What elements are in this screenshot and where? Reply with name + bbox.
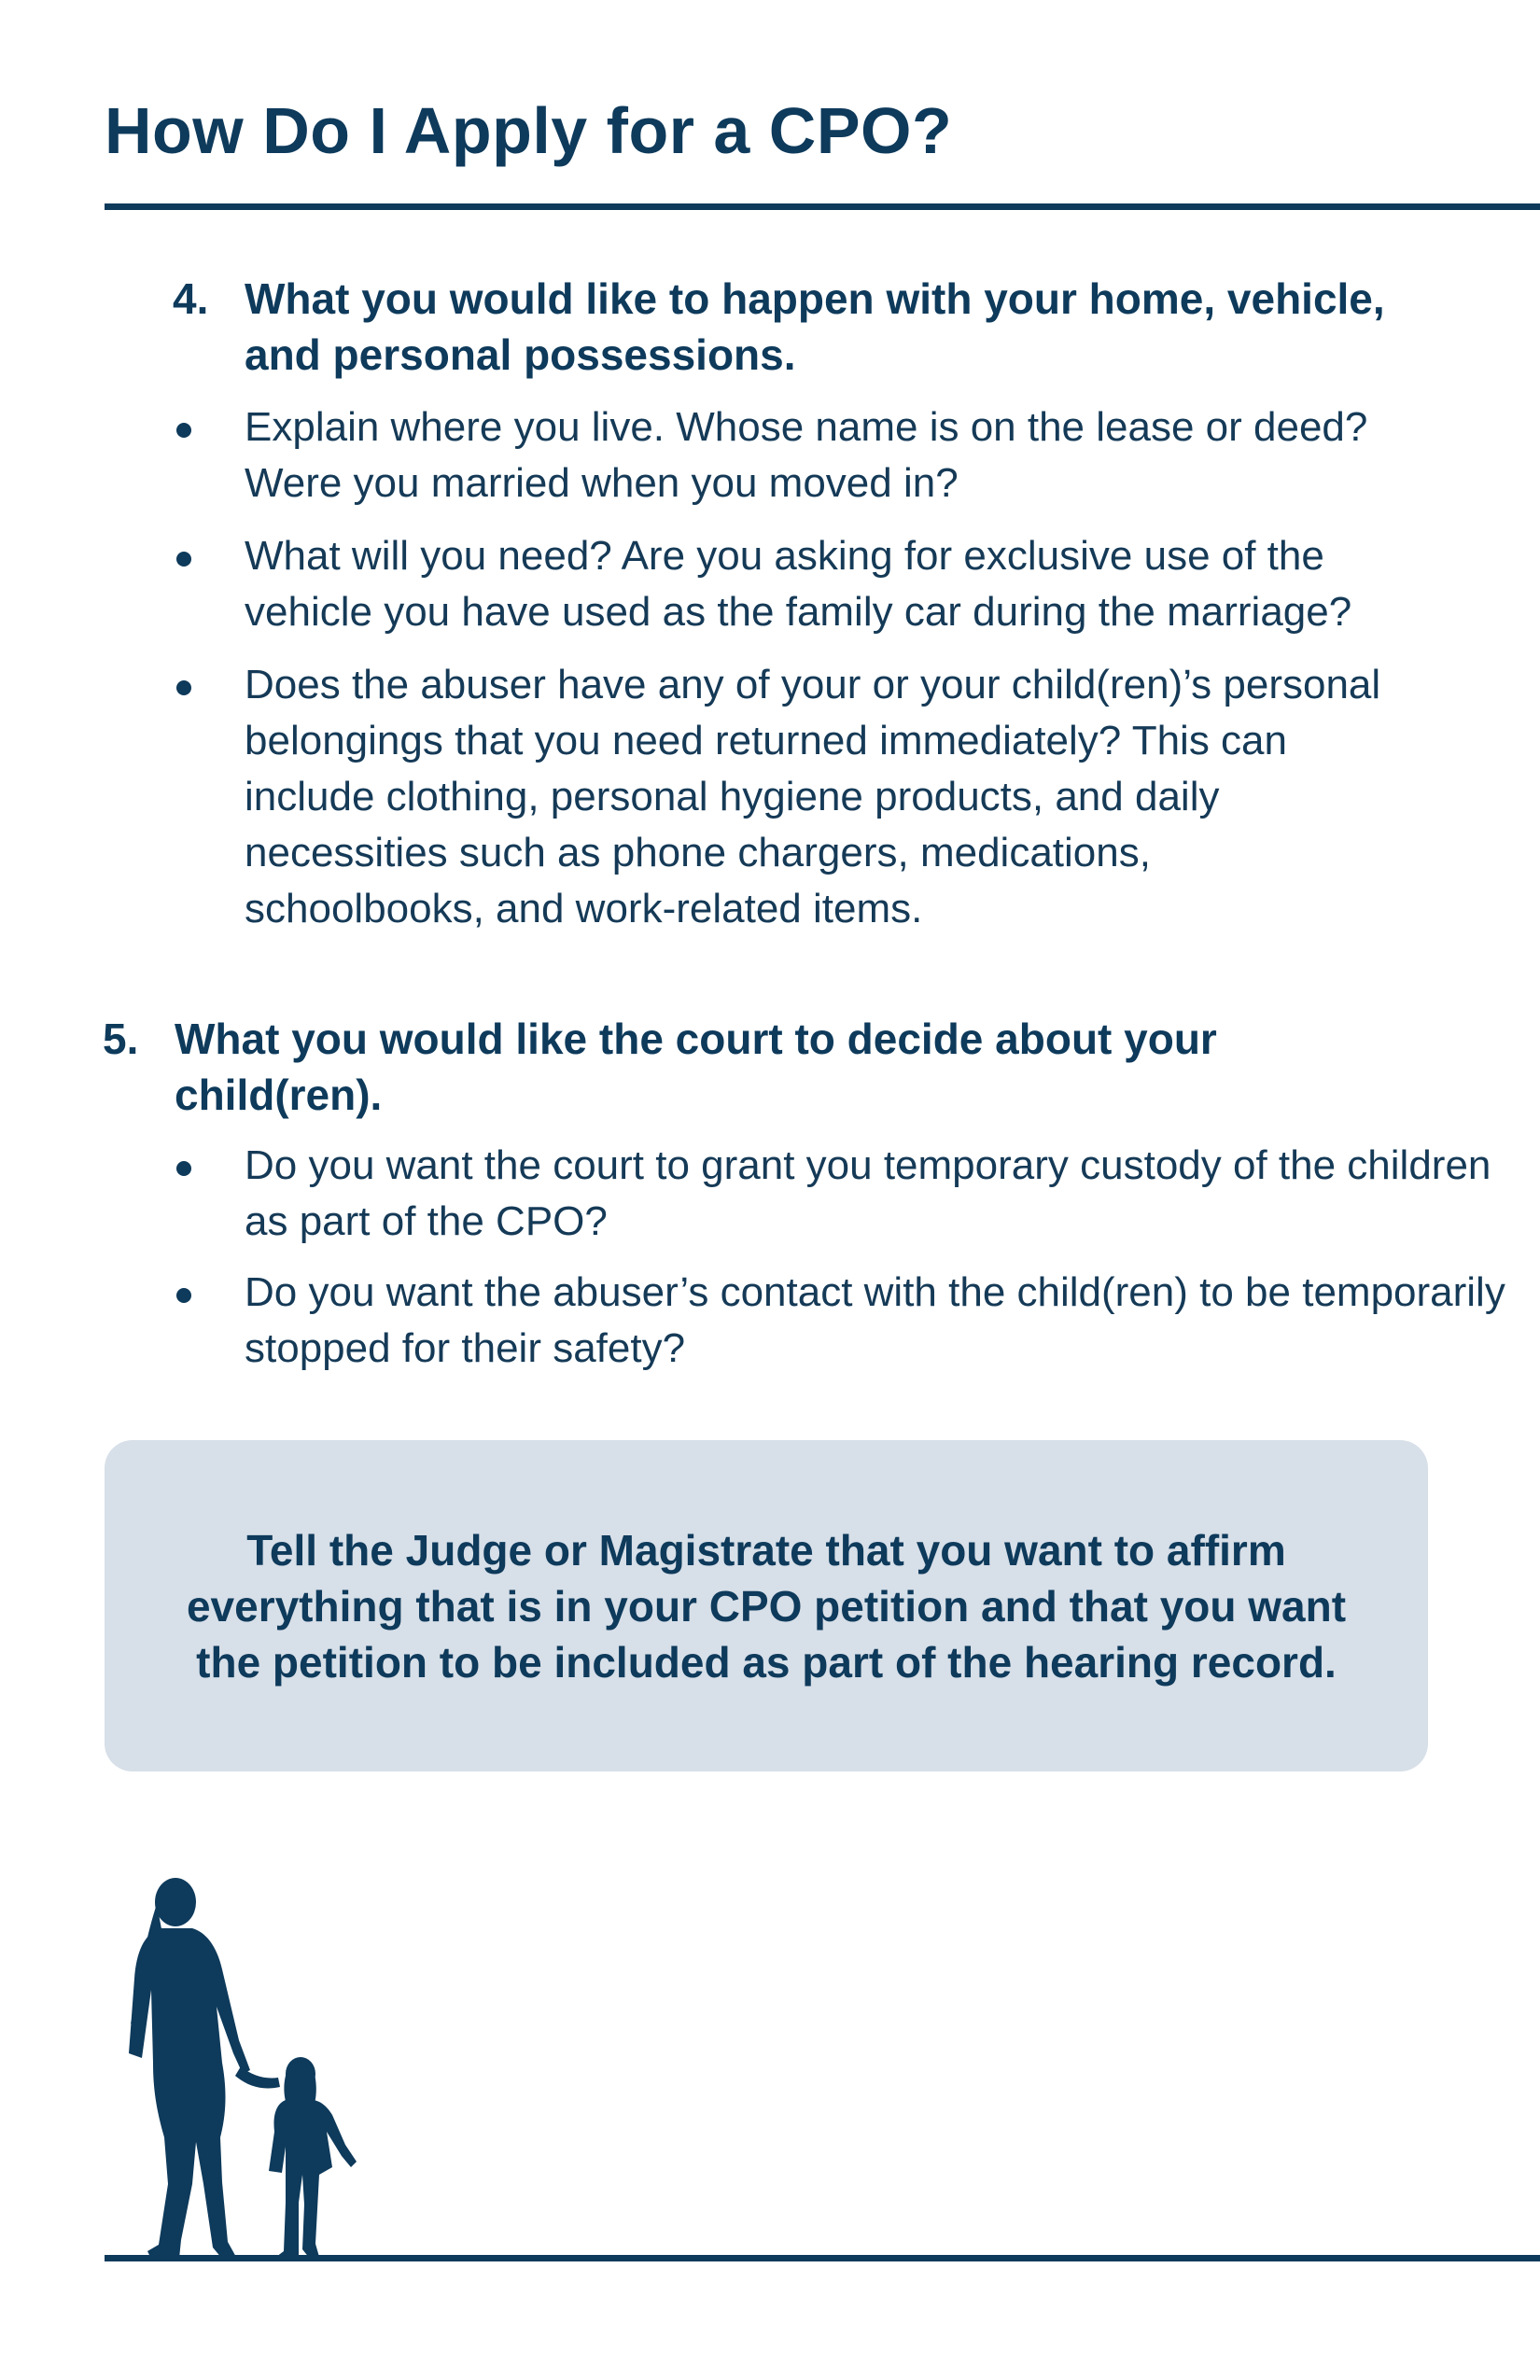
- list-item: [173, 528, 1386, 640]
- section-item-4: [173, 271, 1386, 937]
- mother-child-silhouette-icon: [103, 1867, 364, 2259]
- item-5-heading: [103, 1011, 1391, 1123]
- section-item-5: [103, 1011, 1505, 1377]
- item-4-heading: [173, 271, 1386, 383]
- list-item: [173, 399, 1386, 511]
- bullet-text: What will you need? Are you asking for exclusive use of the vehicle you have used as the family car during the marriage?: [245, 533, 1352, 635]
- item-4-bullet-list: [173, 399, 1386, 937]
- item-5-number: 5.: [103, 1015, 139, 1063]
- item-4-heading-text: What you would like to happen with your home, vehicle, and personal possessions.: [245, 274, 1385, 379]
- callout-box: [105, 1440, 1428, 1771]
- bullet-text: Do you want the court to grant you temporary custody of the children as part of the CPO?: [245, 1142, 1491, 1244]
- callout-text: Tell the Judge or Magistrate that you want to affirm everything that is in your CPO petition and that you want the petition to be included as part of the hearing record.: [186, 1525, 1347, 1687]
- bullet-icon: [176, 1161, 191, 1176]
- bottom-divider: [105, 2255, 1540, 2261]
- item-4-number: 4.: [173, 274, 209, 323]
- bullet-icon: [176, 552, 191, 567]
- page-title: How Do I Apply for a CPO?: [105, 94, 953, 167]
- list-item: [173, 657, 1386, 937]
- item-5-heading-text: What you would like the court to decide about your child(ren).: [175, 1015, 1217, 1119]
- bullet-icon: [176, 680, 191, 695]
- bullet-text: Do you want the abuser’s contact with the child(ren) to be temporarily stopped for their safety?: [245, 1269, 1505, 1371]
- top-divider: [105, 203, 1540, 210]
- bullet-icon: [176, 1288, 191, 1303]
- list-item: [173, 1138, 1526, 1250]
- list-item: [173, 1265, 1526, 1377]
- bullet-text: Explain where you live. Whose name is on the lease or deed? Were you married when you moved in?: [245, 404, 1368, 506]
- bullet-icon: [176, 423, 191, 438]
- item-5-bullet-list: [173, 1138, 1526, 1377]
- bullet-text: Does the abuser have any of your or your child(ren)’s personal belongings that you need returned immediately? This can include clothing, personal hygiene products, and daily necessities such as phone chargers, medications, schoolbooks, and work-related items.: [245, 662, 1381, 931]
